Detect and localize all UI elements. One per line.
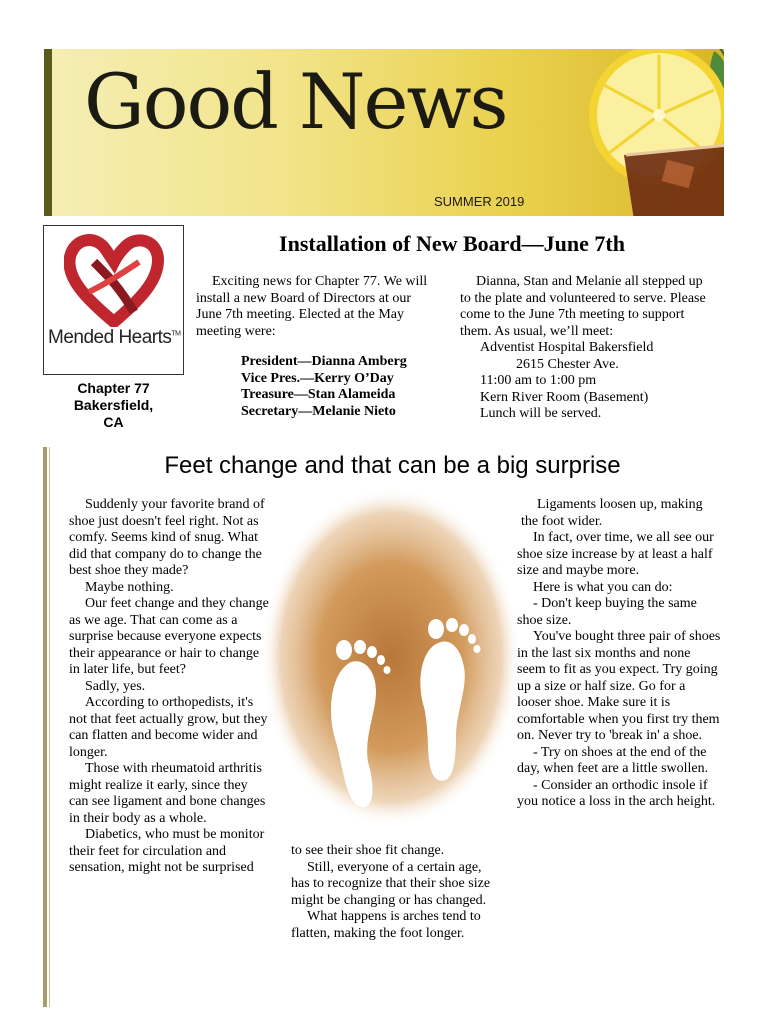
paragraph: Here is what you can do: [533,579,673,595]
chapter-line: CA [103,414,124,430]
article1-col2 [460,274,708,423]
paragraph: Diabetics, who must be monitor their feet for circulation and sensation, might not be surprised [69,827,265,875]
meeting-time: 11:00 am to 1:00 pm [480,373,597,388]
logo-text: Mended Hearts™ [48,327,181,348]
article1-col1 [196,274,440,340]
officer-list [241,354,451,420]
paragraph: Maybe nothing. [85,579,174,595]
officer-item: President—Dianna Amberg [241,354,407,369]
paragraph: What happens is arches tend to flatten, making the foot longer. [291,909,481,941]
chapter-line: Chapter 77 [77,380,150,396]
article1-title: Installation of New Board—June 7th [279,231,625,256]
paragraph: According to orthopedists, it's not that feet actually grow, but they can flatten and become wider and longer. [69,695,268,760]
article2-col3 [517,497,722,811]
paragraph: - Consider an orthodic insole if you notice a loss in the arch height. [517,777,716,809]
meeting-room: Kern River Room (Basement) [480,389,649,405]
issue-label: SUMMER 2019 [434,194,525,209]
article1-meeting-intro: Dianna, Stan and Melanie all stepped up to the plate and volunteered to serve. Please come to the June 7th meeting to support them. As usual, we’ll meet: [460,274,706,339]
paragraph: In fact, over time, we all see our shoe size increase by at least a half size and maybe more. [517,530,714,578]
chapter-info [43,380,184,431]
meeting-place: Adventist Hospital Bakersfield [480,340,654,355]
article2-col2 [291,843,501,942]
heart-logo-icon [64,232,164,327]
meeting-lunch: Lunch will be served. [480,406,602,421]
footprints-image [256,482,526,832]
lemon-tea-image [564,49,724,216]
officer-item: Secretary—Melanie Nieto [241,403,396,419]
paragraph: Still, everyone of a certain age, has to recognize that their shoe size might be changing or has changed. [291,859,491,908]
paragraph: You've bought three pair of shoes in the last six months and none seem to fit as you expect. Try going up a size or half size. Go for a looser shoe. Make sure it is comfortable when you first try them on. Never try to 'break in' a shoe. [517,629,721,743]
officer-item: Treasure—Stan Alameida [241,387,396,402]
article1-intro: Exciting news for Chapter 77. We will install a new Board of Directors at our June 7th meeting. Elected at the May meeting were: [196,274,428,339]
paragraph: Our feet change and they change as we age. That can come as a surprise because everyone expects their appearance or hair to change in later life, but feet? [69,596,269,677]
vertical-rule-thin [49,447,50,1007]
paragraph: - Try on shoes at the end of the day, when feet are a little swollen. [517,744,709,776]
paragraph: Those with rheumatoid arthritis might realize it early, since they can see ligament and bone changes in their body as a whole. [69,761,266,826]
meeting-street: 2615 Chester Ave. [516,356,619,372]
paragraph: Suddenly your favorite brand of shoe just doesn't feel right. Not as comfy. Seems kind of snug. What did that company do to change the best shoe they made? [69,497,265,578]
article2-title: Feet change and that can be a big surprise [164,452,621,479]
newsletter-title: Good News [84,57,507,146]
vertical-rule [43,447,47,1007]
paragraph: - Don't keep buying the same shoe size. [517,596,697,628]
chapter-line: Bakersfield, [73,397,154,413]
banner-edge [44,49,52,216]
logo-box [43,225,184,375]
paragraph: Sadly, yes. [85,678,146,694]
paragraph: Ligaments loosen up, making the foot wider. [521,497,703,529]
paragraph: to see their shoe fit change. [291,843,445,858]
article2-col1 [69,497,269,877]
officer-item: Vice Pres.—Kerry O’Day [241,370,394,386]
